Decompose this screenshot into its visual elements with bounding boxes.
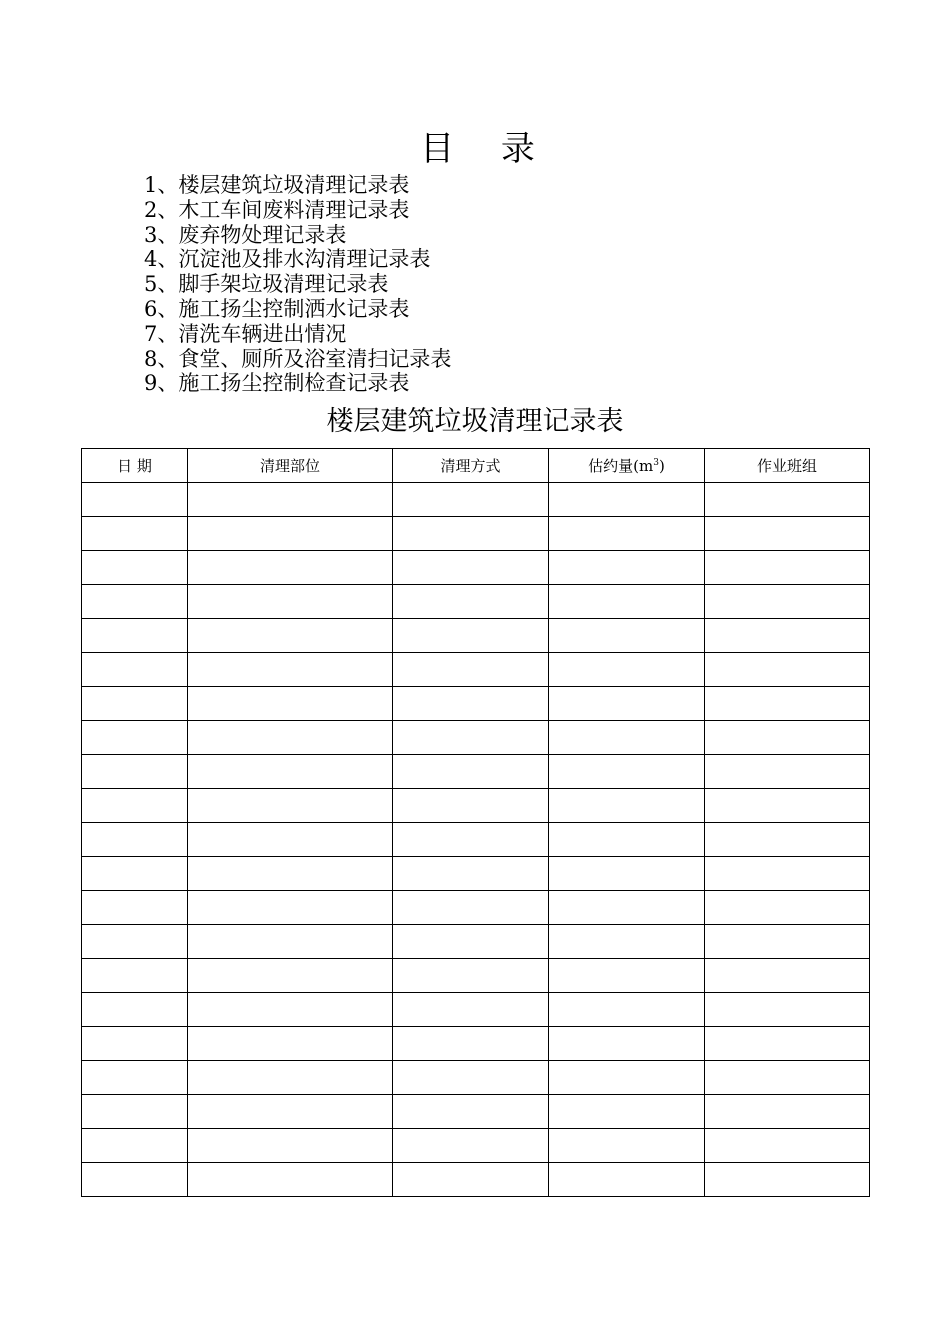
date-cell [82,1061,188,1095]
header-location: 清理部位 [188,449,393,483]
date-cell [82,517,188,551]
header-volume-close: ) [658,457,665,475]
date-cell [82,993,188,1027]
header-volume-superscript: 3 [653,458,659,468]
team-cell [705,1061,870,1095]
team-cell [705,891,870,925]
table-row [82,1061,870,1095]
table-body [82,483,870,1197]
location-cell [188,619,393,653]
method-cell [393,925,549,959]
header-volume-text: 估约量(m [588,457,654,475]
team-cell [705,551,870,585]
date-cell [82,687,188,721]
date-cell [82,1095,188,1129]
method-cell [393,517,549,551]
table-row [82,585,870,619]
volume-cell [549,789,705,823]
volume-cell [549,857,705,891]
volume-cell [549,585,705,619]
location-cell [188,585,393,619]
method-cell [393,653,549,687]
toc-item: 3、废弃物处理记录表 [144,222,347,247]
volume-cell [549,619,705,653]
table-row [82,857,870,891]
team-cell [705,721,870,755]
method-cell [393,857,549,891]
method-cell [393,891,549,925]
location-cell [188,1095,393,1129]
toc-title: 目 录 [420,129,553,169]
method-cell [393,755,549,789]
volume-cell [549,755,705,789]
location-cell [188,721,393,755]
volume-cell [549,1095,705,1129]
method-cell [393,1027,549,1061]
table-row [82,483,870,517]
location-cell [188,857,393,891]
method-cell [393,585,549,619]
table-row [82,653,870,687]
table-row [82,721,870,755]
table-row [82,1095,870,1129]
team-cell [705,619,870,653]
date-cell [82,483,188,517]
team-cell [705,483,870,517]
cleanup-record-table [81,448,870,1197]
team-cell [705,653,870,687]
location-cell [188,1027,393,1061]
team-cell [705,1129,870,1163]
toc-item: 8、食堂、厕所及浴室清扫记录表 [144,346,452,371]
volume-cell [549,993,705,1027]
team-cell [705,517,870,551]
volume-cell [549,1163,705,1197]
location-cell [188,959,393,993]
location-cell [188,1163,393,1197]
toc-item: 1、楼层建筑垃圾清理记录表 [144,173,410,197]
location-cell [188,483,393,517]
volume-cell [549,1129,705,1163]
toc-item: 5、脚手架垃圾清理记录表 [144,272,389,297]
table-header-row [82,449,870,483]
toc-item: 9、施工扬尘控制检查记录表 [144,371,410,396]
table-row [82,993,870,1027]
table-row [82,891,870,925]
method-cell [393,1163,549,1197]
date-cell [82,925,188,959]
volume-cell [549,483,705,517]
table-row [82,755,870,789]
location-cell [188,755,393,789]
date-cell [82,585,188,619]
location-cell [188,993,393,1027]
team-cell [705,857,870,891]
date-cell [82,653,188,687]
volume-cell [549,653,705,687]
volume-cell [549,517,705,551]
table-row [82,789,870,823]
table-row [82,517,870,551]
location-cell [188,653,393,687]
volume-cell [549,891,705,925]
team-cell [705,993,870,1027]
method-cell [393,993,549,1027]
volume-cell [549,687,705,721]
team-cell [705,1095,870,1129]
date-cell [82,789,188,823]
toc-item: 2、木工车间废料清理记录表 [144,197,410,222]
method-cell [393,823,549,857]
date-cell [82,1163,188,1197]
date-cell [82,1027,188,1061]
location-cell [188,517,393,551]
table-row [82,925,870,959]
toc-item: 4、沉淀池及排水沟清理记录表 [144,247,431,272]
location-cell [188,1129,393,1163]
table-row [82,959,870,993]
location-cell [188,687,393,721]
method-cell [393,789,549,823]
date-cell [82,959,188,993]
method-cell [393,551,549,585]
volume-cell [549,551,705,585]
team-cell [705,1163,870,1197]
volume-cell [549,1027,705,1061]
location-cell [188,789,393,823]
team-cell [705,585,870,619]
location-cell [188,1061,393,1095]
team-cell [705,789,870,823]
team-cell [705,1027,870,1061]
team-cell [705,687,870,721]
table-row [82,551,870,585]
location-cell [188,925,393,959]
toc-list [144,173,451,396]
volume-cell [549,925,705,959]
method-cell [393,483,549,517]
location-cell [188,551,393,585]
date-cell [82,619,188,653]
method-cell [393,1129,549,1163]
header-date: 日 期 [82,449,188,483]
table-row [82,1163,870,1197]
date-cell [82,551,188,585]
table-row [82,619,870,653]
table-row [82,687,870,721]
toc-item: 6、施工扬尘控制洒水记录表 [144,296,410,321]
team-cell [705,823,870,857]
volume-cell [549,1061,705,1095]
date-cell [82,891,188,925]
table-row [82,1027,870,1061]
header-method: 清理方式 [393,449,549,483]
toc-item: 7、清洗车辆进出情况 [144,321,347,346]
method-cell [393,1061,549,1095]
method-cell [393,619,549,653]
table-row [82,823,870,857]
team-cell [705,755,870,789]
volume-cell [549,823,705,857]
date-cell [82,755,188,789]
date-cell [82,721,188,755]
method-cell [393,721,549,755]
header-team: 作业班组 [705,449,870,483]
volume-cell [549,721,705,755]
method-cell [393,687,549,721]
location-cell [188,891,393,925]
date-cell [82,857,188,891]
method-cell [393,959,549,993]
header-volume [549,449,705,483]
table-row [82,1129,870,1163]
volume-cell [549,959,705,993]
location-cell [188,823,393,857]
method-cell [393,1095,549,1129]
team-cell [705,925,870,959]
team-cell [705,959,870,993]
record-table-title: 楼层建筑垃圾清理记录表 [326,406,624,437]
date-cell [82,823,188,857]
date-cell [82,1129,188,1163]
